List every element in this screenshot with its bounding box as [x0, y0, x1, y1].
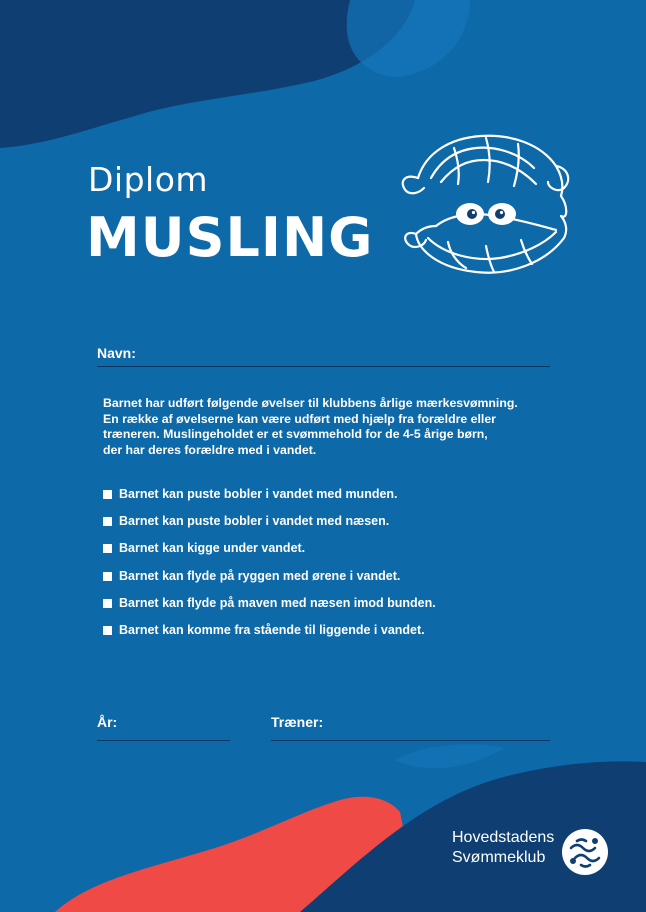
checklist-item	[103, 623, 436, 650]
bottom-highlight-wave	[395, 744, 505, 768]
intro-line: En række af øvelserne kan være udført med hjælp fra forældre eller	[103, 411, 496, 426]
intro-line: Barnet har udført følgende øvelser til klubbens årlige mærkesvømning.	[103, 396, 518, 410]
checklist-item-label: Barnet kan puste bobler i vandet med munden.	[119, 487, 398, 501]
checkbox-icon[interactable]	[103, 517, 112, 526]
name-field-line[interactable]	[97, 366, 550, 367]
checklist-item	[103, 487, 436, 514]
checklist-item	[103, 569, 436, 596]
intro-line: træneren. Muslingeholdet er et svømmehold for de 4-5 årige børn,	[103, 427, 488, 441]
checkbox-icon[interactable]	[103, 599, 112, 608]
club-logo-text	[452, 828, 554, 868]
checklist-item	[103, 514, 436, 541]
diploma-subtitle: Diplom	[88, 160, 209, 199]
checklist-item	[103, 541, 436, 568]
checklist-item	[103, 596, 436, 623]
trainer-field-line[interactable]	[271, 740, 550, 741]
year-field-line[interactable]	[97, 740, 230, 741]
checklist-item-label: Barnet kan komme fra stående til liggende i vandet.	[119, 622, 425, 637]
checklist-item-label: Barnet kan puste bobler i vandet med næsen.	[119, 514, 390, 529]
trainer-label: Træner:	[271, 714, 324, 730]
checkbox-icon[interactable]	[103, 544, 112, 553]
checkbox-icon[interactable]	[103, 490, 112, 499]
top-highlight-wave	[347, 0, 470, 77]
swimmer-logo-icon	[561, 828, 609, 876]
year-label: År:	[97, 714, 118, 730]
name-label: Navn:	[97, 345, 136, 361]
checklist-item-label: Barnet kan flyde på ryggen med ørene i vandet.	[119, 568, 401, 583]
checkbox-icon[interactable]	[103, 572, 112, 581]
intro-text	[103, 396, 543, 458]
club-name-line2: Svømmeklub	[452, 849, 546, 866]
exercise-checklist	[103, 487, 436, 650]
clam-mascot-icon	[396, 130, 574, 280]
checklist-item-label: Barnet kan kigge under vandet.	[119, 541, 306, 556]
checkbox-icon[interactable]	[103, 626, 112, 635]
club-name-line1: Hovedstadens	[452, 829, 555, 846]
diploma-title: MUSLING	[86, 206, 374, 269]
checklist-item-label: Barnet kan flyde på maven med næsen imod bunden.	[119, 595, 436, 610]
intro-line: der har deres forældre med i vandet.	[103, 442, 317, 457]
